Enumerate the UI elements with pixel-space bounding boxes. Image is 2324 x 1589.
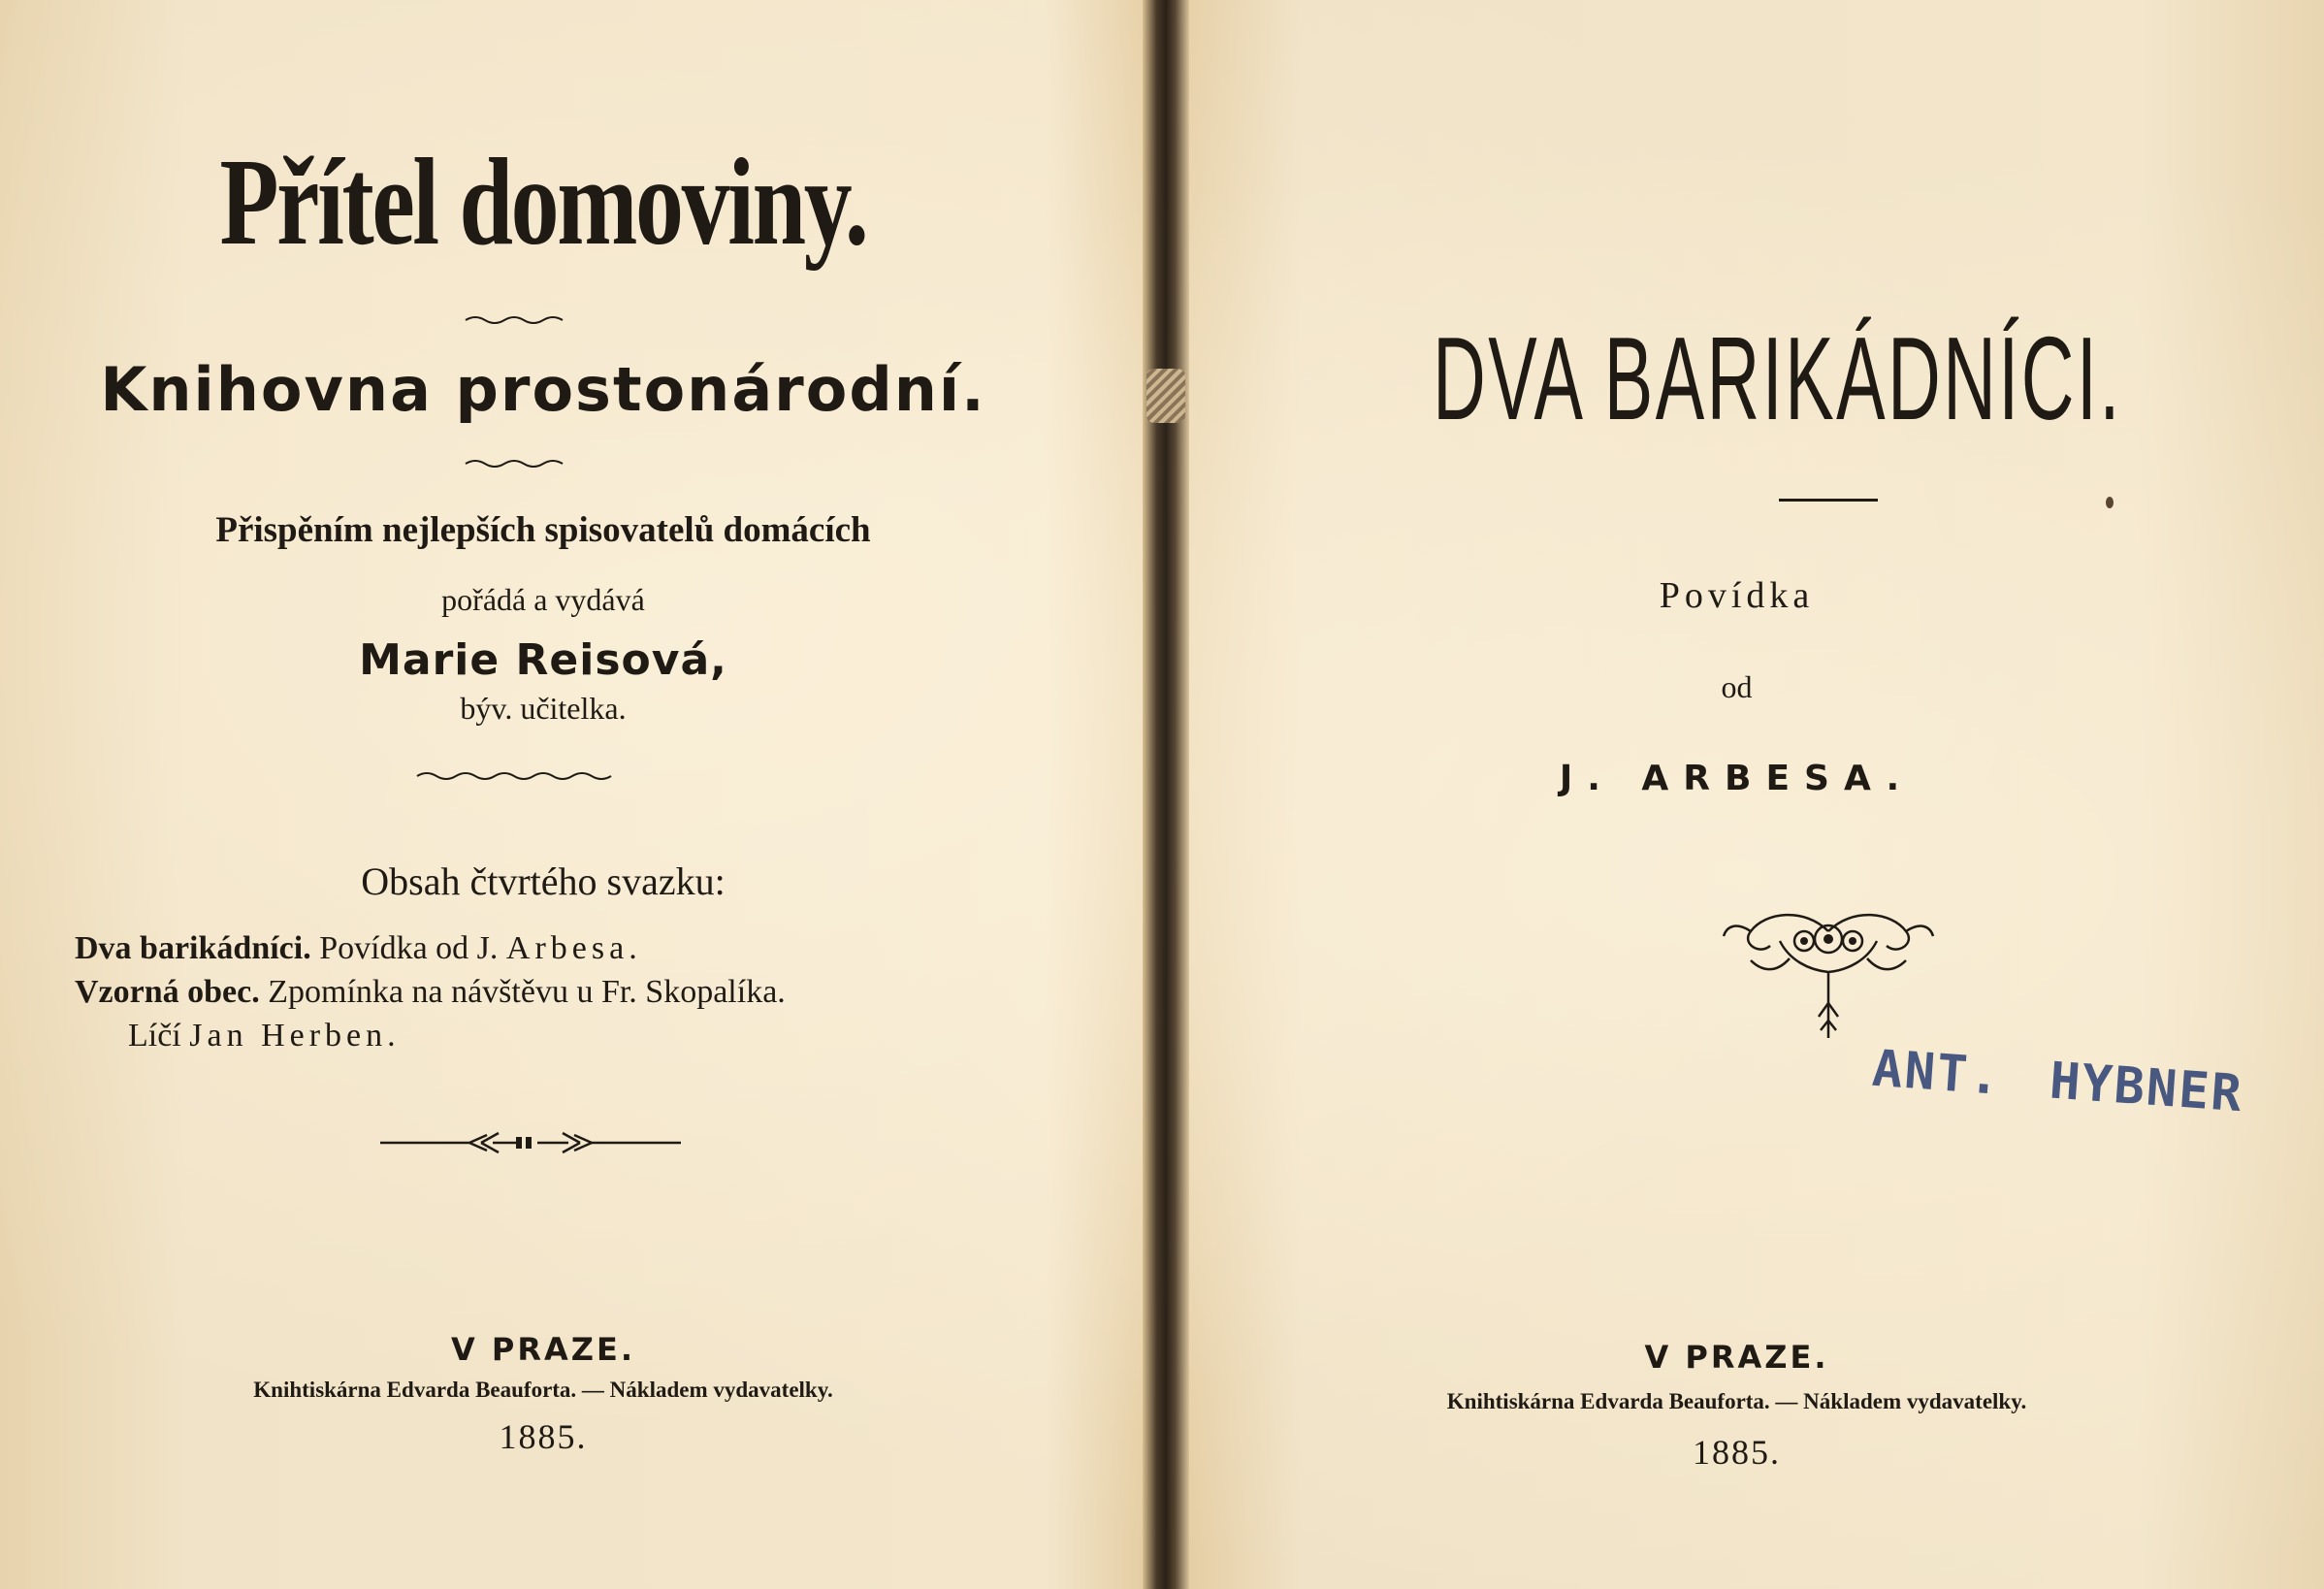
contents-item-desc: Povídka od J. [319, 930, 499, 966]
scroll-flourish-ornament [1722, 902, 1935, 1048]
place: V PRAZE. [451, 1331, 635, 1368]
contribution-line: Přispěním nejlepších spisovatelů domácích [215, 510, 871, 550]
subtitle: Povídka [1659, 575, 1815, 616]
squiggle-divider-1 [464, 312, 565, 326]
right-page [1188, 0, 2324, 1589]
contents-list [75, 926, 786, 1057]
editor-name: Marie Reisová, [359, 635, 727, 685]
left-page [0, 0, 1140, 1589]
title-rule [1779, 499, 1878, 502]
printer-line: Knihtiskárna Edvarda Beauforta. — Nákladem vydavatelky. [1446, 1389, 2027, 1413]
publication-year: 1885. [499, 1417, 588, 1456]
list-item [75, 1014, 786, 1057]
printer-line: Knihtiskárna Edvarda Beauforta. — Nákladem vydavatelky. [253, 1378, 833, 1402]
list-item [75, 926, 786, 970]
book-gutter [1143, 0, 1189, 1589]
author-name: J. ARBESA. [1559, 759, 1915, 798]
contents-heading: Obsah čtvrtého svazku: [361, 859, 726, 903]
binding-thread [1146, 369, 1185, 423]
squiggle-divider-3 [415, 768, 619, 782]
book-title: DVA BARIKÁDNÍCI. [1433, 312, 2122, 444]
ink-speck [2106, 497, 2114, 508]
squiggle-divider-2 [464, 456, 565, 470]
contents-item-title: Vzorná obec. [75, 974, 260, 1010]
edits-line: pořádá a vydává [441, 582, 645, 617]
publication-year: 1885. [1693, 1433, 1781, 1472]
contents-item-prefix: Líčí [128, 1018, 181, 1054]
library-name: Knihovna prostonárodní. [100, 354, 986, 425]
contents-item-author: Jan Herben. [189, 1018, 401, 1054]
contents-item-author: Arbesa. [505, 930, 642, 966]
stamp-first-name: ANT. [1870, 1039, 2004, 1107]
arrow-ornament [380, 1125, 681, 1160]
place: V PRAZE. [1644, 1339, 1829, 1376]
by-line: od [1721, 669, 1753, 704]
list-item [75, 970, 786, 1014]
series-title: Přítel domoviny. [219, 133, 867, 271]
contents-item-desc: Zpomínka na návštěvu u Fr. Skopalíka. [268, 974, 786, 1010]
stamp-last-name: HYBNER [2048, 1052, 2245, 1124]
contents-item-title: Dva barikádníci. [75, 930, 311, 966]
editor-role: býv. učitelka. [460, 691, 627, 726]
